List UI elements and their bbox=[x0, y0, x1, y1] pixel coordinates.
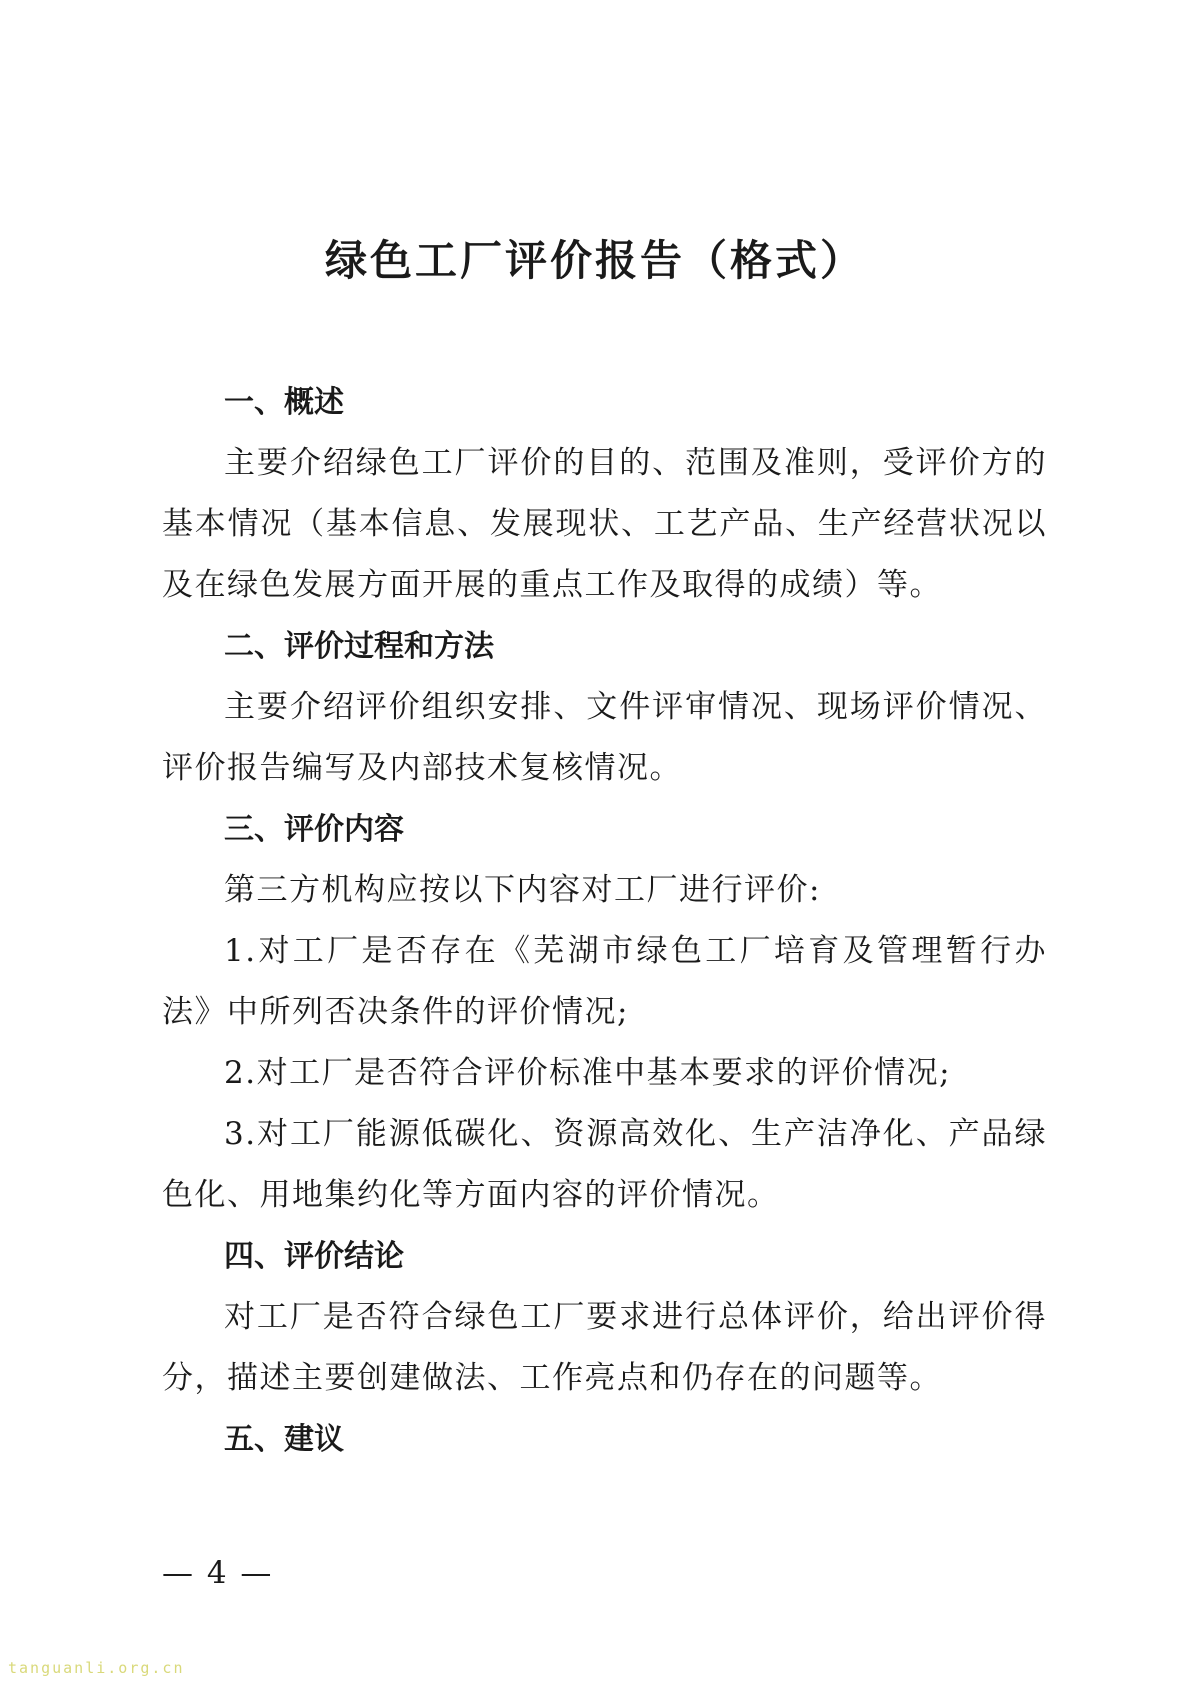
section-heading-content: 三、评价内容 bbox=[224, 812, 404, 847]
process-paragraph: 主要介绍评价组织安排、文件评审情况、现场评价情况、评价报告编写及内部技术复核情况。 bbox=[162, 689, 1047, 786]
section-heading-process: 二、评价过程和方法 bbox=[224, 629, 494, 664]
conclusion-paragraph: 对工厂是否符合绿色工厂要求进行总体评价，给出评价得分，描述主要创建做法、工作亮点和仍存在的问题等。 bbox=[162, 1299, 1047, 1396]
content-paragraph-intro: 第三方机构应按以下内容对工厂进行评价: bbox=[224, 872, 821, 908]
content-item-2: 2.对工厂是否符合评价标准中基本要求的评价情况; bbox=[224, 1055, 952, 1091]
page-number: — 4 — bbox=[162, 1555, 274, 1591]
section-heading-conclusion: 四、评价结论 bbox=[224, 1239, 404, 1274]
document-body bbox=[162, 372, 1047, 1470]
section-heading-overview: 一、概述 bbox=[224, 385, 344, 420]
content-item-3: 3.对工厂能源低碳化、资源高效化、生产洁净化、产品绿色化、用地集约化等方面内容的评价情况。 bbox=[162, 1116, 1047, 1213]
overview-paragraph: 主要介绍绿色工厂评价的目的、范围及准则，受评价方的基本情况（基本信息、发展现状、工艺产品、生产经营状况以及在绿色发展方面开展的重点工作及取得的成绩）等。 bbox=[162, 445, 1047, 603]
section-heading-suggestions: 五、建议 bbox=[224, 1422, 344, 1457]
watermark: tanguanli.org.cn bbox=[8, 1659, 185, 1677]
document-title: 绿色工厂评价报告（格式） bbox=[324, 236, 865, 285]
content-item-1: 1.对工厂是否存在《芜湖市绿色工厂培育及管理暂行办法》中所列否决条件的评价情况; bbox=[162, 933, 1047, 1030]
